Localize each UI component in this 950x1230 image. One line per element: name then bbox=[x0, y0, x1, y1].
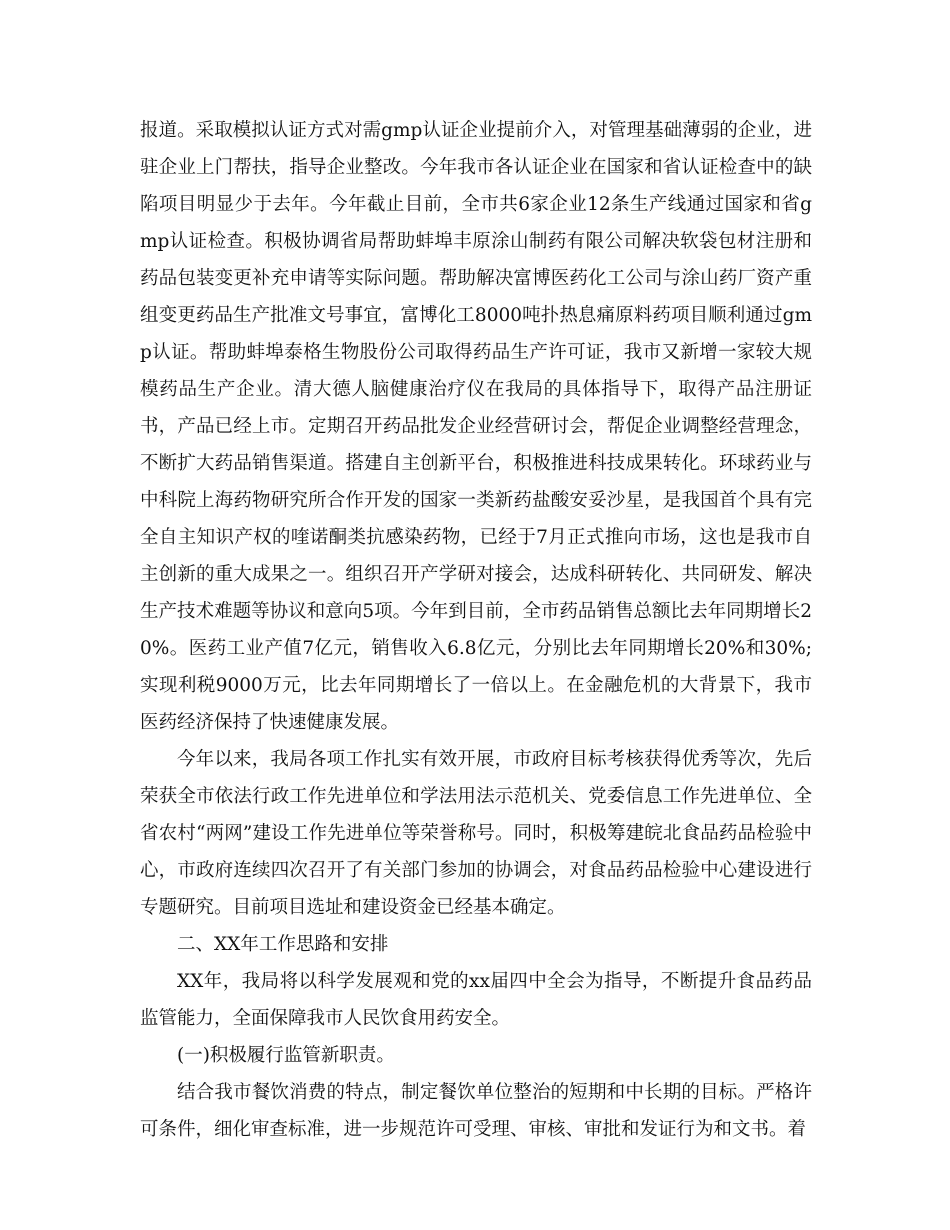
section-heading: 二、XX年工作思路和安排 bbox=[177, 934, 389, 955]
paragraph-4: 结合我市餐饮消费的特点，制定餐饮单位整治的短期和中长期的目标。严格许可条件，细化审查标准，进一步规范许可受理、审核、审批和发证行为和文书。着 bbox=[140, 1082, 812, 1140]
document-body bbox=[140, 112, 812, 1148]
paragraph-3: XX年，我局将以科学发展观和党的xx届四中全会为指导，不断提升食品药品监管能力，全面保障我市人民饮食用药安全。 bbox=[140, 971, 812, 1029]
paragraph-1: 报道。采取模拟认证方式对需gmp认证企业提前介入，对管理基础薄弱的企业，进驻企业上门帮扶，指导企业整改。今年我市各认证企业在国家和省认证检查中的缺陷项目明显少于去年。今年截止目前，全市共6家企业12条生产线通过国家和省gmp认证检查。积极协调省局帮助蚌埠丰原涂山制药有限公司解决软袋包材注册和药品包装变更补充申请等实际问题。帮助解决富博医药化工公司与涂山药厂资产重组变更药品生产批准文号事宜，富博化工8000吨扑热息痛原料药项目顺利通过gmp认证。帮助蚌埠泰格生物股份公司取得药品生产许可证，我市又新增一家较大规模药品生产企业。清大德人脑健康治疗仪在我局的具体指导下，取得产品注册证书，产品已经上市。定期召开药品批发企业经营研讨会，帮促企业调整经营理念，不断扩大药品销售渠道。搭建自主创新平台，积极推进科技成果转化。环球药业与中科院上海药物研究所合作开发的国家一类新药盐酸安妥沙星，是我国首个具有完全自主知识产权的喹诺酮类抗感染药物，已经于7月正式推向市场，这也是我市自主创新的重大成果之一。组织召开产学研对接会，达成科研转化、共同研发、解决生产技术难题等协议和意向5项。今年到目前，全市药品销售总额比去年同期增长20%。医药工业产值7亿元，销售收入6.8亿元，分别比去年同期增长20%和30%;实现利税9000万元，比去年同期增长了一倍以上。在金融危机的大背景下，我市医药经济保持了快速健康发展。 bbox=[140, 120, 812, 733]
subsection-heading: (一)积极履行监管新职责。 bbox=[177, 1045, 395, 1066]
paragraph-2: 今年以来，我局各项工作扎实有效开展，市政府目标考核获得优秀等次，先后荣获全市依法行政工作先进单位和学法用法示范机关、党委信息工作先进单位、全省农村“两网”建设工作先进单位等荣誉称号。同时，积极筹建皖北食品药品检验中心，市政府连续四次召开了有关部门参加的协调会，对食品药品检验中心建设进行专题研究。目前项目选址和建设资金已经基本确定。 bbox=[140, 749, 812, 918]
